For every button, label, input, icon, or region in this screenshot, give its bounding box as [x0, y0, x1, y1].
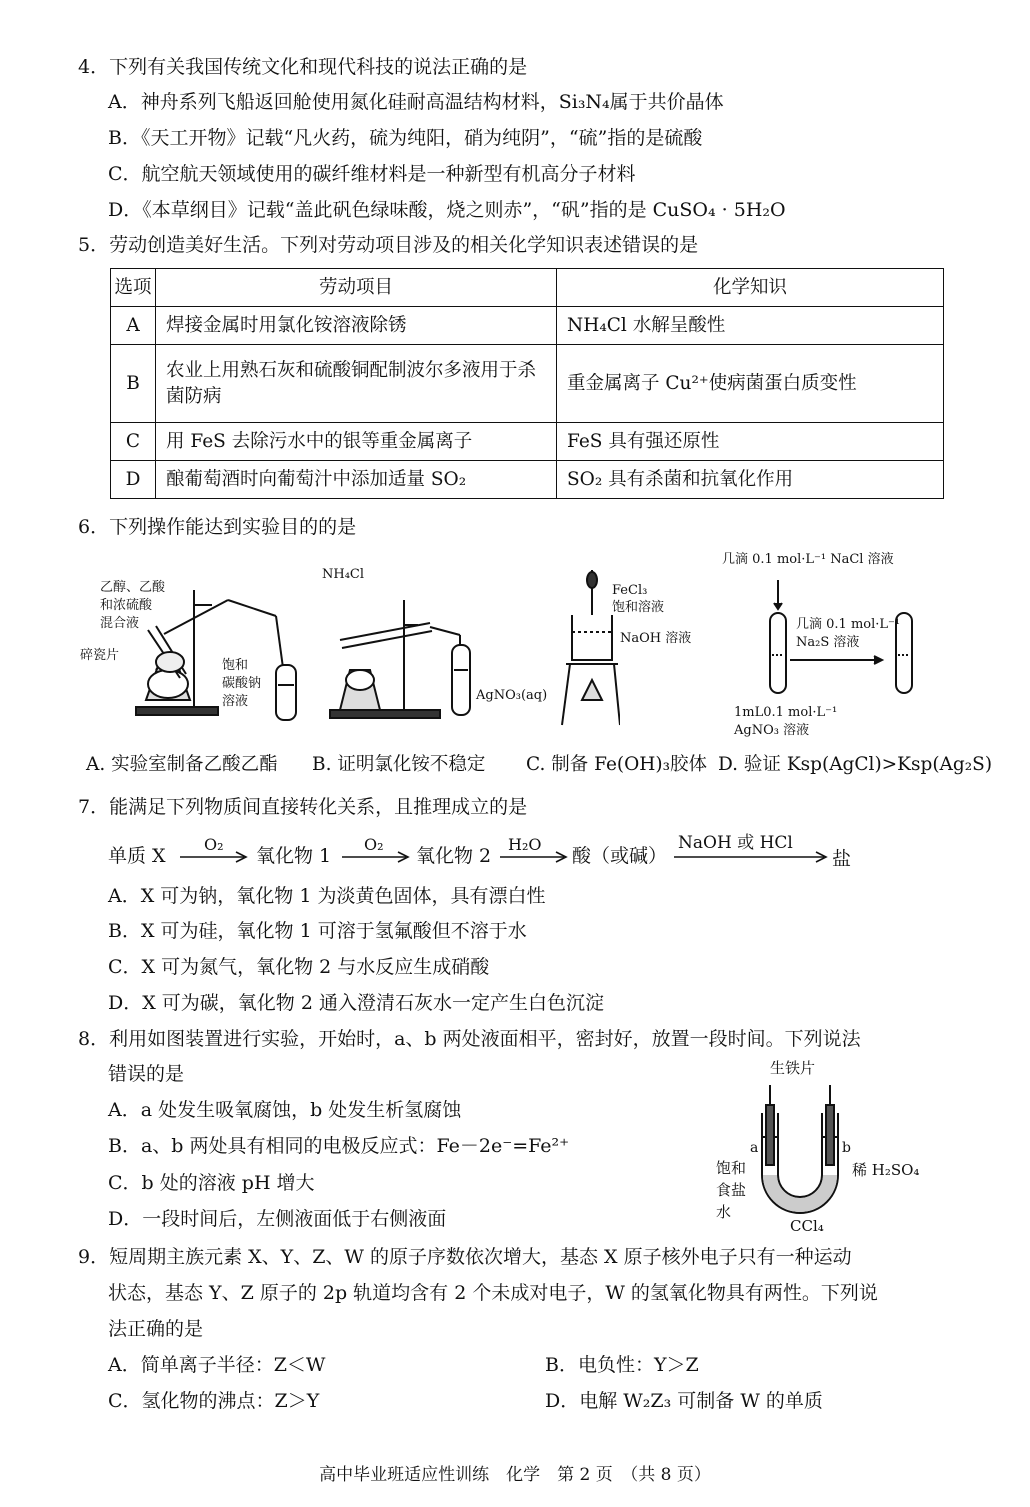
- label-ccl4: CCl₄: [790, 1217, 824, 1235]
- table-cell: 酿葡萄酒时向葡萄汁中添加适量 SO₂: [156, 461, 557, 499]
- q9-stem-cont-1: 状态，基态 Y、Z 原子的 2p 轨道均含有 2 个未成对电子，W 的氢氧化物具有两性。下列说: [108, 1282, 878, 1304]
- arrow-icon: [500, 850, 570, 864]
- label-d5: AgNO₃ 溶液: [734, 723, 810, 738]
- label-a3: 混合液: [100, 616, 140, 631]
- q5-table: [110, 268, 944, 499]
- q4-option-a: A．神舟系列飞船返回舱使用氮化硅耐高温结构材料，Si₃N₄属于共价晶体: [108, 91, 724, 113]
- table-cell: FeS 具有强还原性: [557, 423, 944, 461]
- apparatus-b-diagram: [320, 585, 500, 725]
- label-a: a: [750, 1140, 759, 1156]
- chain-start: 单质 X: [108, 845, 166, 867]
- q6-caption-b: B. 证明氯化铵不稳定: [312, 754, 486, 775]
- q8-option-a: A．a 处发生吸氧腐蚀，b 处发生析氢腐蚀: [108, 1099, 462, 1121]
- label-a2: 和浓硫酸: [100, 598, 153, 613]
- label-b: b: [842, 1140, 851, 1156]
- label-a5: 饱和: [222, 658, 249, 673]
- table-row: [111, 345, 944, 423]
- table-cell: 焊接金属时用氯化铵溶液除锈: [156, 307, 557, 345]
- q8-option-b: B．a、b 两处具有相同的电极反应式：Fe－2e⁻=Fe²⁺: [108, 1135, 570, 1157]
- q9-option-a: A．简单离子半径：Z＜W: [108, 1354, 326, 1376]
- table-header: 选项: [111, 269, 156, 307]
- table-cell: 农业上用熟石灰和硫酸铜配制波尔多液用于杀菌防病: [156, 345, 557, 423]
- label-b1: NH₄Cl: [322, 567, 365, 582]
- label-brine2: 食盐: [716, 1181, 747, 1199]
- label-c3: NaOH 溶液: [620, 631, 692, 646]
- label-d3: Na₂S 溶液: [796, 635, 860, 650]
- label-brine1: 饱和: [716, 1159, 747, 1177]
- table-row: [111, 423, 944, 461]
- chain-reagent-4: NaOH 或 HCl: [678, 833, 793, 853]
- q5-stem: 5．劳动创造美好生活。下列对劳动项目涉及的相关化学知识表述错误的是: [78, 234, 699, 256]
- q8-option-c: C．b 处的溶液 pH 增大: [108, 1172, 315, 1194]
- table-header: 化学知识: [557, 269, 944, 307]
- chain-reagent-1: O₂: [204, 835, 224, 854]
- label-a6: 碳酸钠: [222, 676, 262, 691]
- label-a1: 乙醇、乙酸: [100, 580, 166, 595]
- label-a7: 溶液: [222, 694, 249, 709]
- q9-stem: 9．短周期主族元素 X、Y、Z、W 的原子序数依次增大，基态 X 原子核外电子只有一种运动: [78, 1246, 852, 1268]
- q8-stem: 8．利用如图装置进行实验，开始时，a、b 两处液面相平，密封好，放置一段时间。下列说法: [78, 1028, 861, 1050]
- label-iron: 生铁片: [770, 1059, 816, 1077]
- q7-option-d: D．X 可为碳，氧化物 2 通入澄清石灰水一定产生白色沉淀: [108, 992, 604, 1014]
- table-cell: C: [111, 423, 156, 461]
- label-d1: 几滴 0.1 mol·L⁻¹ NaCl 溶液: [722, 552, 894, 567]
- q4-option-c: C．航空航天领域使用的碳纤维材料是一种新型有机高分子材料: [108, 163, 636, 185]
- table-cell: B: [111, 345, 156, 423]
- q6-caption-c: C. 制备 Fe(OH)₃胶体: [526, 754, 708, 775]
- label-a4: 碎瓷片: [80, 648, 120, 663]
- table-header: 劳动项目: [156, 269, 557, 307]
- chain-reagent-3: H₂O: [508, 835, 542, 854]
- q7-stem: 7．能满足下列物质间直接转化关系，且推理成立的是: [78, 796, 528, 818]
- q8-option-d: D．一段时间后，左侧液面低于右侧液面: [108, 1208, 447, 1230]
- q6-caption-d: D. 验证 Ksp(AgCl)>Ksp(Ag₂S): [718, 754, 993, 775]
- label-acid: 稀 H₂SO₄: [852, 1161, 920, 1179]
- chain-salt: 盐: [832, 848, 852, 870]
- arrow-icon: [674, 850, 830, 864]
- q4-stem: 4．下列有关我国传统文化和现代科技的说法正确的是: [78, 56, 528, 78]
- q6-stem: 6．下列操作能达到实验目的的是: [78, 516, 357, 538]
- chain-reagent-2: O₂: [364, 835, 384, 854]
- q4-option-b: B．《天工开物》记载“凡火药，硫为纯阳，硝为纯阴”，“硫”指的是硫酸: [108, 127, 703, 149]
- table-row: [111, 307, 944, 345]
- label-c1: FeCl₃: [612, 583, 648, 598]
- label-b2: AgNO₃(aq): [476, 688, 548, 703]
- q9-option-b: B．电负性：Y＞Z: [545, 1354, 699, 1376]
- q7-option-a: A．X 可为钠，氧化物 1 为淡黄色固体，具有漂白性: [108, 885, 546, 907]
- table-cell: 用 FeS 去除污水中的银等重金属离子: [156, 423, 557, 461]
- q7-option-c: C．X 可为氮气，氧化物 2 与水反应生成硝酸: [108, 956, 490, 978]
- apparatus-c-diagram: [560, 560, 620, 730]
- table-cell: SO₂ 具有杀菌和抗氧化作用: [557, 461, 944, 499]
- table-cell: A: [111, 307, 156, 345]
- page-footer: 高中毕业班适应性训练 化学 第 2 页 （共 8 页）: [319, 1465, 711, 1485]
- chain-oxide-2: 氧化物 2: [416, 845, 492, 867]
- q7-option-b: B．X 可为硅，氧化物 1 可溶于氢氟酸但不溶于水: [108, 920, 527, 942]
- chain-acid: 酸（或碱）: [572, 845, 668, 867]
- q9-option-d: D．电解 W₂Z₃ 可制备 W 的单质: [545, 1390, 823, 1412]
- q9-option-c: C．氢化物的沸点：Z＞Y: [108, 1390, 320, 1412]
- arrow-icon: [342, 850, 412, 864]
- label-brine3: 水: [716, 1203, 732, 1221]
- table-header-row: [111, 269, 944, 307]
- q8-stem-cont: 错误的是: [108, 1063, 185, 1085]
- q9-stem-cont-2: 法正确的是: [108, 1318, 204, 1340]
- table-cell: D: [111, 461, 156, 499]
- q4-option-d: D．《本草纲目》记载“盖此矾色绿味酸，烧之则赤”，“矾”指的是 CuSO₄ · 5H₂O: [108, 199, 786, 221]
- table-row: [111, 461, 944, 499]
- arrow-icon: [180, 850, 250, 864]
- table-cell: 重金属离子 Cu²⁺使病菌蛋白质变性: [557, 345, 944, 423]
- label-d2: 几滴 0.1 mol·L⁻¹: [796, 617, 901, 632]
- q6-caption-a: A. 实验室制备乙酸乙酯: [86, 754, 278, 775]
- label-c2: 饱和溶液: [612, 600, 665, 615]
- label-d4: 1mL0.1 mol·L⁻¹: [734, 705, 838, 720]
- chain-oxide-1: 氧化物 1: [256, 845, 332, 867]
- table-cell: NH₄Cl 水解呈酸性: [557, 307, 944, 345]
